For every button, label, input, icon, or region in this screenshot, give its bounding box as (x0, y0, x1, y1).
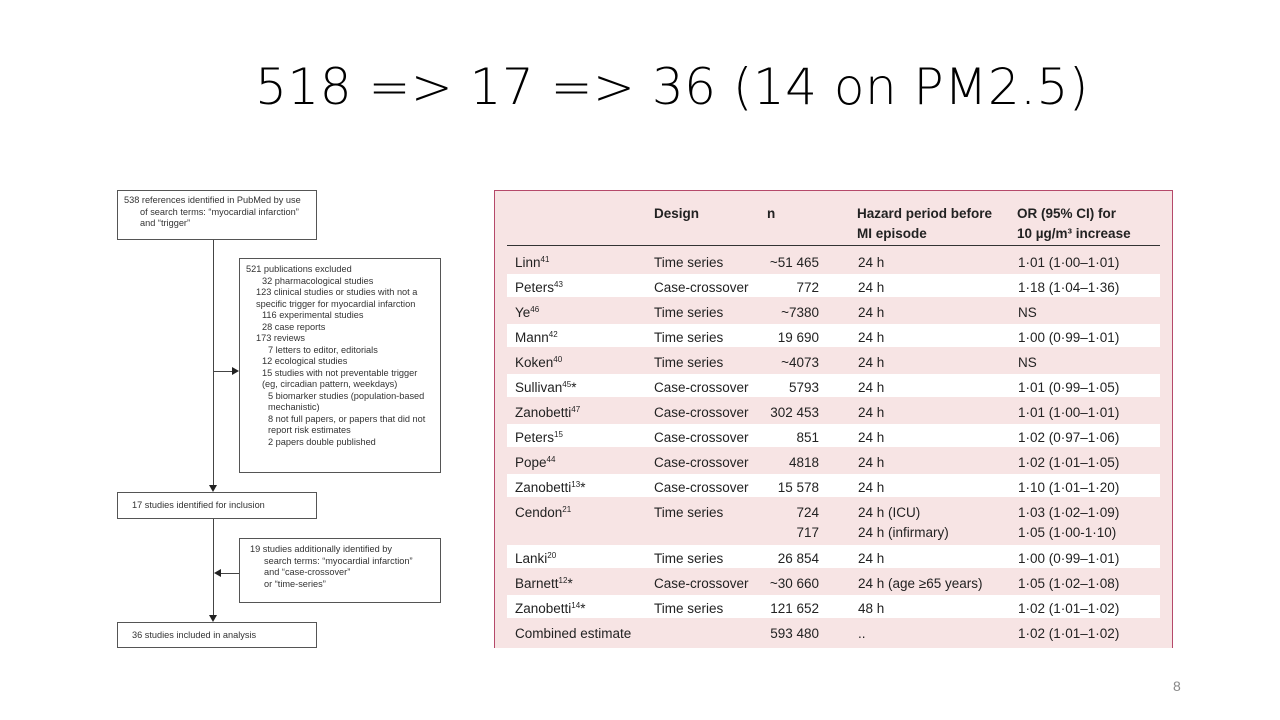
cell-design: Time series (654, 330, 724, 345)
header-hazard-line: MI episode (857, 226, 927, 241)
cell-or: 1·03 (1·02–1·09) (1018, 505, 1120, 520)
cell-n: 4818 (788, 455, 819, 470)
cell-design: Time series (654, 551, 724, 566)
cell-hazard: 24 h (858, 430, 885, 445)
cell-n: 772 (796, 280, 819, 295)
excluded-item: 28 case reports (262, 321, 326, 332)
flow-box-search (117, 190, 317, 240)
header-or-line: 10 µg/m³ increase (1017, 226, 1131, 241)
cell-or: NS (1018, 355, 1037, 370)
cell-design: Time series (654, 601, 724, 616)
excluded-item: 2 papers double published (268, 436, 376, 447)
excluded-item: 12 ecological studies (262, 356, 348, 366)
footnote-star: * (567, 576, 573, 591)
flow-text: 19 studies additionally identified by (250, 544, 392, 554)
cell-or: 1·18 (1·04–1·36) (1018, 280, 1120, 295)
study-name: Linn (515, 255, 541, 270)
cell-study (515, 278, 563, 298)
excluded-item: 116 experimental studies (262, 310, 364, 320)
reference-number: 41 (540, 255, 550, 264)
cell-or: 1·01 (1·00–1·01) (1018, 405, 1120, 420)
cell-design: Time series (654, 355, 724, 370)
cell-hazard: 24 h (infirmary) (858, 525, 949, 540)
cell-hazard: 24 h (858, 255, 885, 270)
cell-study (515, 549, 556, 569)
reference-number: 20 (547, 551, 557, 560)
cell-design: Time series (654, 305, 724, 320)
cell-hazard: 24 h (ICU) (858, 505, 921, 520)
table-row (507, 349, 1160, 372)
cell-study (515, 328, 558, 348)
cell-n: 19 690 (777, 330, 819, 345)
cell-design: Time series (654, 255, 724, 270)
cell-or: 1·00 (0·99–1·01) (1018, 551, 1120, 566)
cell-hazard: 24 h (858, 480, 885, 495)
cell-n: ~30 660 (769, 576, 819, 591)
cell-design: Time series (654, 505, 724, 520)
table-row (507, 474, 1160, 497)
cell-hazard: 24 h (age ≥65 years) (858, 576, 983, 591)
study-name: Zanobetti (515, 480, 572, 495)
study-name: Zanobetti (515, 601, 572, 616)
reference-number: 14 (571, 601, 581, 610)
table-row (507, 274, 1160, 297)
flow-text: search terms: “myocardial infarction” (264, 555, 413, 566)
study-name: Sullivan (515, 380, 563, 395)
footnote-star: * (580, 480, 586, 495)
reference-number: 42 (548, 330, 558, 339)
header-design: Design (654, 206, 700, 221)
study-name: Lanki (515, 551, 548, 566)
reference-number: 15 (554, 430, 563, 439)
flow-connector (213, 519, 214, 616)
reference-number: 13 (571, 480, 581, 489)
study-name: Peters (515, 280, 555, 295)
cell-or: 1·02 (1·01–1·05) (1018, 455, 1120, 470)
cell-or: 1·05 (1·02–1·08) (1018, 576, 1120, 591)
cell-n: 15 578 (777, 480, 819, 495)
cell-design: Case-crossover (654, 280, 749, 295)
reference-number: 46 (530, 305, 540, 314)
excluded-item: 5 biomarker studies (population-based mechanistic) (268, 390, 425, 412)
cell-or: 1·02 (1·01–1·02) (1018, 626, 1120, 641)
reference-number: 47 (571, 405, 581, 414)
study-name: Barnett (515, 576, 559, 591)
header-hazard-line: Hazard period before (857, 206, 993, 221)
study-name: Mann (515, 330, 549, 345)
excluded-item: 7 letters to editor, editorials (268, 344, 378, 355)
table-row (507, 595, 1160, 618)
cell-hazard: 24 h (858, 305, 885, 320)
cell-n: 717 (796, 525, 819, 540)
flow-connector (220, 573, 239, 574)
cell-hazard: .. (858, 626, 866, 641)
flow-text: of search terms: “myocardial infarction” (140, 206, 299, 217)
table-row (507, 299, 1160, 322)
cell-study (515, 478, 585, 498)
cell-design: Case-crossover (654, 380, 749, 395)
arrow-down-icon (209, 485, 217, 492)
cell-study (515, 503, 571, 523)
cell-hazard: 24 h (858, 380, 885, 395)
cell-or: 1·10 (1·01–1·20) (1018, 480, 1120, 495)
flow-box-additional (239, 538, 441, 603)
cell-design: Case-crossover (654, 455, 749, 470)
study-name: Ye (515, 305, 531, 320)
cell-n: ~7380 (781, 305, 819, 320)
flow-box-analysis: 36 studies included in analysis (117, 622, 317, 648)
reference-number: 43 (554, 280, 563, 289)
cell-design: Case-crossover (654, 405, 749, 420)
cell-study (515, 428, 563, 448)
cell-hazard: 48 h (858, 601, 885, 616)
arrow-left-icon (214, 569, 221, 577)
cell-study (515, 599, 585, 619)
cell-n: ~51 465 (769, 255, 819, 270)
results-table (494, 190, 1173, 648)
cell-or: NS (1018, 305, 1037, 320)
header-or (1017, 204, 1131, 244)
reference-number: 12 (558, 576, 568, 585)
cell-hazard: 24 h (858, 355, 885, 370)
reference-number: 21 (562, 505, 572, 514)
excluded-item: 32 pharmacological studies (262, 275, 374, 286)
cell-n: 302 453 (770, 405, 819, 420)
study-name: Zanobetti (515, 405, 572, 420)
cell-or: 1·05 (1·00-1·10) (1018, 525, 1117, 540)
study-name: Peters (515, 430, 555, 445)
page-number: 8 (1173, 678, 1181, 694)
flow-text: 538 references identified in PubMed by use (124, 195, 301, 205)
arrow-down-icon (209, 615, 217, 622)
cell-study (515, 403, 580, 423)
cell-n: 593 480 (770, 626, 819, 641)
footnote-star: * (571, 380, 577, 395)
cell-study (515, 303, 539, 323)
cell-n: 26 854 (777, 551, 819, 566)
table-row (507, 424, 1160, 447)
cell-hazard: 24 h (858, 551, 885, 566)
cell-study (515, 574, 573, 594)
footnote-star: * (580, 601, 586, 616)
study-name: Pope (515, 455, 547, 470)
reference-number: 44 (546, 455, 556, 464)
table-row (507, 324, 1160, 347)
cell-n: 5793 (788, 380, 819, 395)
cell-study (515, 453, 555, 473)
cell-or: 1·01 (0·99–1·05) (1018, 380, 1120, 395)
table-row (507, 570, 1160, 593)
table-row (507, 620, 1160, 643)
excluded-item: 123 clinical studies or studies with not a specific trigger for myocardial infarction (256, 287, 418, 309)
slide-title: 518 => 17 => 36 (14 on PM2.5) (255, 58, 1089, 116)
flow-connector (213, 240, 214, 487)
cell-or: 1·02 (1·01–1·02) (1018, 601, 1120, 616)
cell-hazard: 24 h (858, 405, 885, 420)
table-row (507, 499, 1160, 543)
flow-box-excluded (239, 258, 441, 473)
header-or-line: OR (95% CI) for (1017, 206, 1117, 221)
cell-or: 1·00 (0·99–1·01) (1018, 330, 1120, 345)
cell-study (515, 624, 631, 644)
cell-study (515, 378, 576, 398)
cell-n: 851 (796, 430, 819, 445)
cell-study (515, 253, 549, 273)
cell-hazard: 24 h (858, 455, 885, 470)
cell-study (515, 353, 562, 373)
cell-design: Case-crossover (654, 430, 749, 445)
excluded-item: 15 studies with not preventable trigger (eg, circadian pattern, weekdays) (262, 367, 418, 389)
table-row (507, 449, 1160, 472)
cell-or: 1·02 (0·97–1·06) (1018, 430, 1120, 445)
excluded-item: 8 not full papers, or papers that did not report risk estimates (268, 413, 426, 435)
cell-n: 724 (796, 505, 819, 520)
header-hazard (857, 204, 992, 244)
cell-hazard: 24 h (858, 330, 885, 345)
table-row (507, 545, 1160, 568)
table-row (507, 399, 1160, 422)
flow-heading: 521 publications excluded (246, 264, 352, 274)
table-row (507, 249, 1160, 272)
reference-number: 40 (553, 355, 563, 364)
excluded-item: 173 reviews (256, 333, 306, 343)
header-n: n (767, 206, 776, 221)
flow-text: and “case-crossover” (264, 567, 351, 577)
flow-box-included: 17 studies identified for inclusion (117, 492, 317, 519)
study-name: Combined estimate (515, 626, 632, 641)
cell-design: Case-crossover (654, 576, 749, 591)
study-name: Cendon (515, 505, 563, 520)
reference-number: 45 (562, 380, 572, 389)
study-name: Koken (515, 355, 554, 370)
cell-or: 1·01 (1·00–1·01) (1018, 255, 1120, 270)
arrow-right-icon (232, 367, 239, 375)
flow-text: or “time-series” (264, 578, 326, 589)
table-row (507, 374, 1160, 397)
cell-n: ~4073 (781, 355, 819, 370)
cell-design: Case-crossover (654, 480, 749, 495)
cell-n: 121 652 (770, 601, 819, 616)
flow-text: and “trigger” (140, 218, 191, 228)
header-divider (507, 245, 1160, 246)
cell-hazard: 24 h (858, 280, 885, 295)
flow-connector (213, 371, 233, 372)
